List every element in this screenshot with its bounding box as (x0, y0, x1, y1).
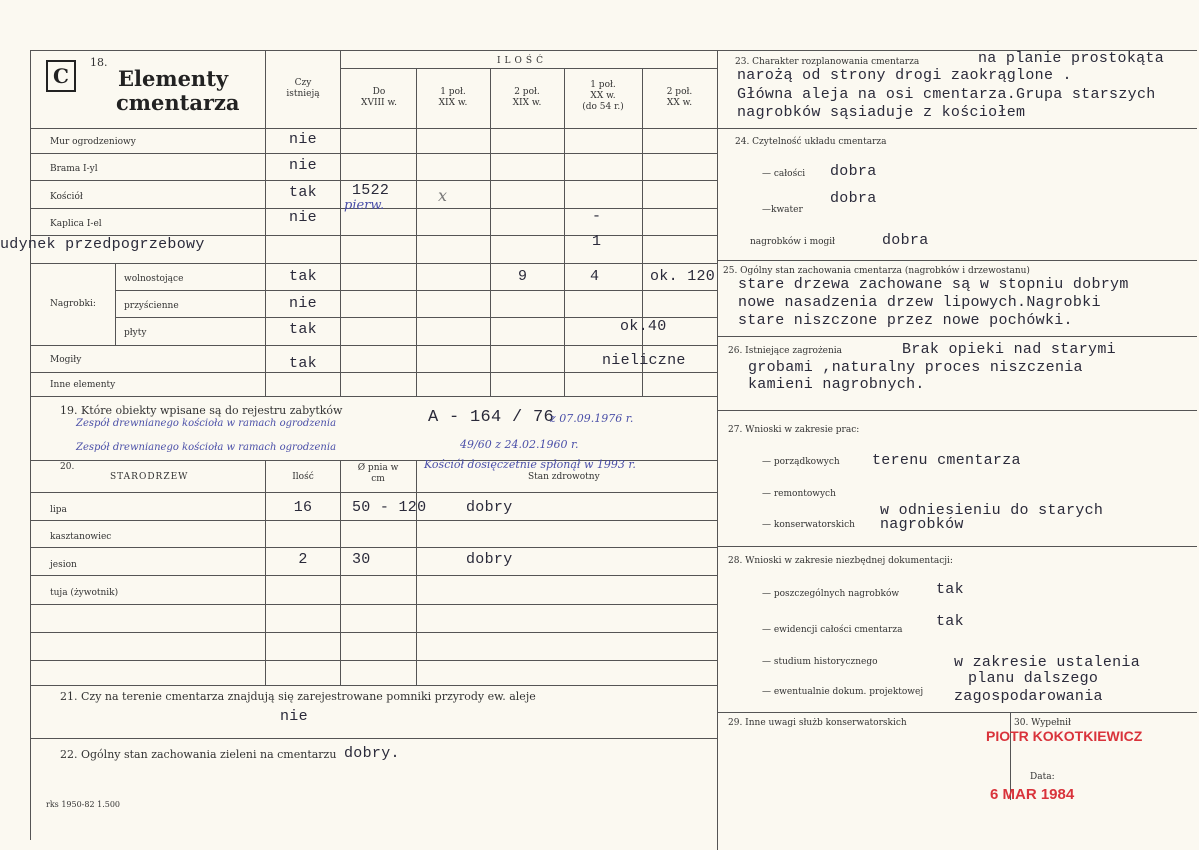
ilosc-line (340, 68, 717, 69)
q24-nagrobkow-label: nagrobków i mogił (750, 237, 836, 247)
exists-przyscienne: nie (289, 295, 317, 312)
period-header-4: 1 poł. XX w. (do 54 r.) (582, 80, 624, 112)
q19-date1: z 07.09.1976 r. (550, 412, 634, 425)
q27-kons-label: — konserwatorskich (762, 520, 855, 530)
q19-hand2: Zespół drewnianego kościoła w ramach ogrodzenia (76, 442, 337, 453)
row-label-przyscienne: przyścienne (124, 301, 179, 311)
plyty-p45: ok.40 (620, 318, 667, 335)
q20-row-line (30, 604, 717, 605)
q27-rem: w odniesieniu do starych (880, 502, 1104, 519)
q28-c-label: — studium historycznego (762, 657, 878, 667)
kosciol-p2: x (438, 186, 448, 205)
section-title-1: Elementy (118, 66, 229, 91)
q27-rem-label: — remontowych (762, 489, 836, 499)
q20-bottom-line (30, 685, 717, 686)
jesion-stan: dobry (466, 551, 513, 568)
q25-line1: stare drzewa zachowane są w stopniu dobrym (738, 276, 1129, 293)
row-line (115, 290, 717, 291)
nagrobki-sep-line (115, 263, 116, 345)
q20-col-stan: Stan zdrowotny (528, 472, 600, 482)
q24-kwater-label: —kwater (762, 205, 803, 215)
q26-line1: Brak opieki nad starymi (902, 341, 1116, 358)
q23-line3: Główna aleja na osi cmentarza.Grupa starszych (737, 86, 1156, 103)
q22-label: 22. Ogólny stan zachowania zieleni na cmentarzu (60, 748, 337, 761)
period-header-1: Do XVIII w. (361, 87, 397, 108)
exists-mur: nie (289, 131, 317, 148)
row-label-mogily: Mogiły (50, 355, 82, 365)
q23-line2: narożą od strony drogi zaokrąglone . (737, 67, 1072, 84)
q24-calosci-label: — całości (762, 169, 806, 179)
row-label-kaplica: Kaplica I-el (50, 219, 102, 229)
tree-kasztanowiec: kasztanowiec (50, 532, 112, 542)
q20-num: 20. (60, 462, 75, 472)
exists-mogily: tak (289, 355, 317, 372)
mogily-value: nieliczne (602, 352, 686, 369)
row-line (30, 153, 717, 154)
exists-wolnostojace: tak (289, 268, 317, 285)
row-label-brama: Brama I-yl (50, 164, 98, 174)
q27-porz-label: — porządkowych (762, 457, 840, 467)
period-header-2: 1 poł. XIX w. (438, 87, 468, 108)
row-label-inne: Inne elementy (50, 380, 116, 390)
row-label-plyty: płyty (124, 328, 147, 338)
q19-reg1: A - 164 / 76 (428, 408, 555, 427)
q28-top-line (717, 546, 1197, 547)
q24-top-line (717, 128, 1197, 129)
col-line-d (490, 68, 491, 396)
q26-line3: kamieni nagrobnych. (748, 376, 925, 393)
q20-header-line (30, 492, 717, 493)
date-stamp: 6 MAR 1984 (990, 786, 1075, 803)
q28-label: 28. Wnioski w zakresie niezbędnej dokumentacji: (728, 556, 953, 566)
q20-col-line-c (416, 460, 417, 685)
q28-c2: planu dalszego (968, 670, 1099, 687)
footer-code: rks 1950-82 1.500 (46, 800, 121, 809)
q28-b-label: — ewidencji całości cmentarza (762, 625, 903, 635)
q29-top-line (717, 712, 1197, 713)
q21-label: 21. Czy na terenie cmentarza znajdują się zarejestrowane pomniki przyrody ew. aleje (60, 690, 536, 703)
q29-label: 29. Inne uwagi służb konserwatorskich (728, 718, 907, 728)
q27-porz: terenu cmentarza (872, 452, 1021, 469)
row-line (30, 263, 717, 264)
q25-top-line (717, 260, 1197, 261)
q24-nagrobkow: dobra (882, 232, 929, 249)
tree-lipa: lipa (50, 505, 67, 515)
jesion-pnia: 30 (352, 551, 371, 568)
row-line (30, 345, 717, 346)
center-divider (717, 50, 718, 850)
col-exists-header: Czy istnieją (286, 78, 320, 99)
q20-col-pnia: Ø pnia w cm (357, 463, 399, 484)
q22-top-line (30, 738, 717, 739)
nagrobki-label: Nagrobki: (50, 299, 96, 309)
q23-label: 23. Charakter rozplanowania cmentarza (735, 57, 920, 67)
period-header-3: 2 poł. XIX w. (512, 87, 542, 108)
q19-reg2: 49/60 z 24.02.1960 r. (460, 438, 579, 451)
section-title-2: cmentarza (116, 90, 240, 115)
exists-kosciol: tak (289, 184, 317, 201)
q19-hand1: Zespół drewnianego kościoła w ramach ogrodzenia (76, 418, 337, 429)
row-line (30, 372, 717, 373)
left-border (30, 50, 31, 840)
q20-col-line-b (340, 460, 341, 685)
tree-tuja: tuja (żywotnik) (50, 588, 119, 598)
lipa-pnia: 50 - 120 (352, 499, 427, 516)
q23-line4: nagrobków sąsiaduje z kościołem (737, 104, 1026, 121)
row-label-mur: Mur ogrodzeniowy (50, 137, 136, 147)
q27-top-line (717, 410, 1197, 411)
signature-stamp: PIOTR KOKOTKIEWICZ (986, 728, 1143, 744)
q25-line3: stare niszczone przez nowe pochówki. (738, 312, 1073, 329)
q24-kwater: dobra (830, 190, 877, 207)
col-line-f (642, 68, 643, 396)
q20-row-line (30, 575, 717, 576)
tree-jesion: jesion (50, 560, 77, 570)
q30-label: 30. Wypełnił (1014, 718, 1071, 728)
q19-hand3: Kościół dosięczetnie spłonął w 1993 r. (424, 458, 636, 471)
q27-label: 27. Wnioski w zakresie prac: (728, 425, 860, 435)
jesion-ilosc: 2 (298, 551, 308, 568)
q20-col-line-a (265, 460, 266, 685)
q21-answer: nie (280, 708, 308, 725)
q26-top-line (717, 336, 1197, 337)
q24-calosci: dobra (830, 163, 877, 180)
wolnostojace-p4: 4 (590, 268, 600, 285)
section-18-num: 18. (90, 56, 108, 69)
q20-row-line (30, 632, 717, 633)
q20-row-line (30, 660, 717, 661)
q20-title: STARODRZEW (110, 472, 189, 482)
q23-line1: na planie prostokąta (978, 50, 1165, 67)
lipa-ilosc: 16 (293, 499, 313, 516)
budynek-p4: 1 (592, 233, 602, 250)
q28-a: tak (936, 581, 964, 598)
q27-kons: nagrobków (880, 516, 964, 533)
q19-label: 19. Które obiekty wpisane są do rejestru zabytków (60, 404, 343, 417)
col-line-e (564, 68, 565, 396)
wolnostojace-p5: ok. 120 (650, 268, 716, 285)
q28-c1: w zakresie ustalenia (954, 654, 1141, 671)
kosciol-p1-note: pierw. (344, 198, 385, 213)
row-label-budynek: udynek przedpogrzebowy (0, 236, 205, 253)
wolnostojace-p3: 9 (518, 268, 528, 285)
row-line (30, 396, 717, 397)
q22-answer: dobry. (344, 745, 400, 762)
q28-d: zagospodarowania (954, 688, 1103, 705)
q28-b: tak (936, 613, 964, 630)
header-bottom-line (30, 128, 717, 129)
lipa-stan: dobry (466, 499, 513, 516)
row-line (30, 180, 717, 181)
q24-label: 24. Czytelność układu cmentarza (735, 137, 887, 147)
q25-line2: nowe nasadzenia drzew lipowych.Nagrobki (738, 294, 1101, 311)
q28-d-label: — ewentualnie dokum. projektowej (762, 687, 924, 697)
section-c-box: C (46, 60, 76, 92)
q26-line2: grobami ,naturalny proces niszczenia (748, 359, 1083, 376)
exists-kaplica: nie (289, 209, 317, 226)
col-line-c (416, 68, 417, 396)
period-header-5: 2 poł. XX w. (666, 87, 693, 108)
kaplica-p4: - (592, 208, 602, 225)
exists-brama: nie (289, 157, 317, 174)
exists-plyty: tak (289, 321, 317, 338)
ilosc-header: ILOŚĆ (497, 56, 547, 66)
kosciol-p1: 1522 (352, 182, 390, 199)
q26-label: 26. Istniejące zagrożenia (728, 346, 843, 356)
row-label-wolnostojace: wolnostojące (124, 274, 184, 284)
q20-row-line (30, 547, 717, 548)
q25-label: 25. Ogólny stan zachowania cmentarza (nagrobków i drzewostanu) (723, 266, 1030, 276)
row-label-kosciol: Kościół (50, 192, 83, 202)
date-label: Data: (1030, 772, 1055, 782)
q20-row-line (30, 520, 717, 521)
q20-col-ilosc: Ilość (292, 472, 314, 482)
q28-a-label: — poszczególnych nagrobków (762, 589, 900, 599)
